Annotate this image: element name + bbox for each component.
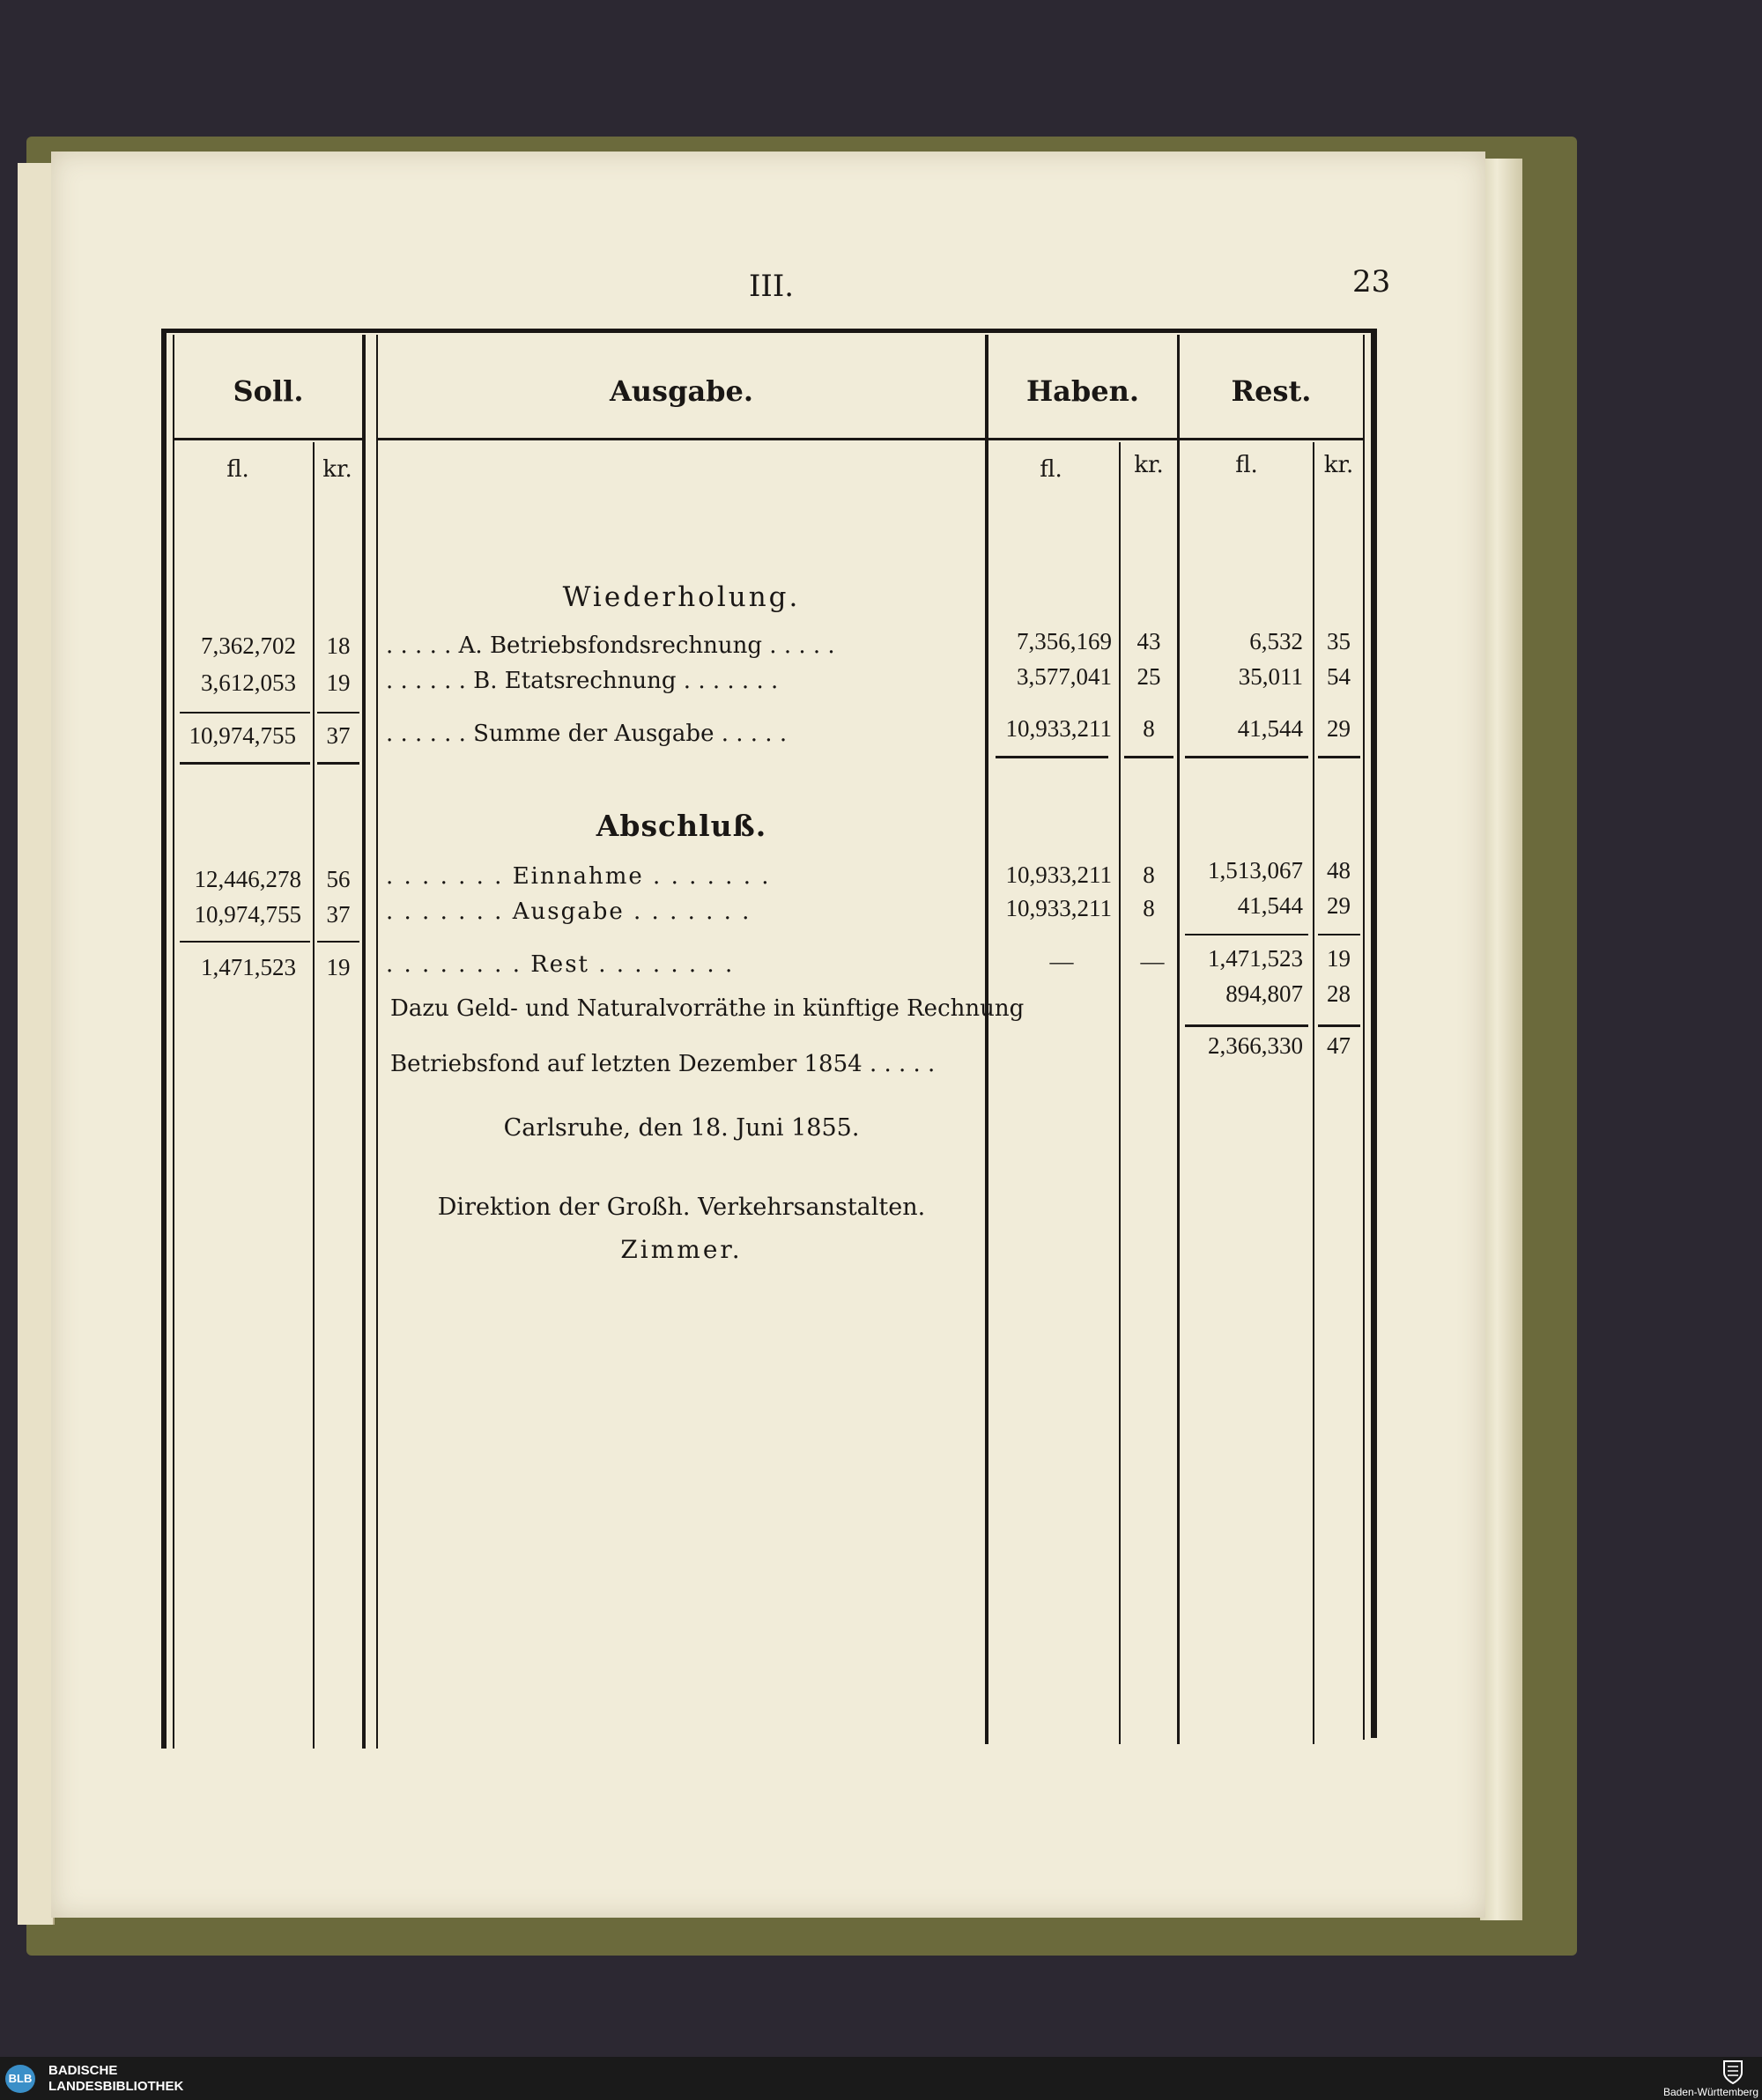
unit-kr-soll: kr. bbox=[322, 456, 352, 483]
rest-fl: 1,513,067 bbox=[1208, 857, 1303, 884]
table-top-rule bbox=[161, 329, 1377, 333]
sum-rule-soll-fl bbox=[180, 712, 310, 714]
soll-kr: 37 bbox=[326, 722, 351, 749]
signatory-name: Zimmer. bbox=[620, 1235, 743, 1264]
total-rule-soll-fl bbox=[180, 762, 310, 765]
row-label: . . . . . . . . Rest . . . . . . . . bbox=[386, 951, 735, 978]
total-rule-soll-kr bbox=[317, 762, 359, 765]
sum-rule-soll-kr bbox=[317, 941, 359, 943]
blb-logo-icon: BLB bbox=[5, 2065, 35, 2093]
rest-kr: 19 bbox=[1327, 945, 1351, 972]
haben-fl: — bbox=[1049, 948, 1074, 974]
library-name-line2: LANDESBIBLIOTHEK bbox=[48, 2079, 184, 2094]
footer-bar bbox=[0, 2057, 1762, 2100]
soll-kr: 18 bbox=[326, 632, 351, 659]
total-rule-rest-kr bbox=[1318, 756, 1360, 758]
row-label: . . . . . . . Einnahme . . . . . . . bbox=[386, 863, 771, 890]
header-haben: Haben. bbox=[1025, 374, 1140, 408]
header-rule-rest bbox=[1180, 438, 1363, 440]
coat-of-arms-icon bbox=[1721, 2059, 1744, 2085]
rest-fl: 1,471,523 bbox=[1208, 945, 1303, 972]
sum-rule-soll-fl bbox=[180, 941, 310, 943]
soll-fl: 12,446,278 bbox=[194, 866, 301, 892]
soll-fl: 10,974,755 bbox=[189, 722, 296, 749]
soll-kr: 19 bbox=[326, 954, 351, 980]
header-ausgabe: Ausgabe. bbox=[609, 374, 754, 408]
header-rule-haben bbox=[988, 438, 1177, 440]
place-date: Carlsruhe, den 18. Juni 1855. bbox=[503, 1114, 860, 1142]
total-rule-rest-kr bbox=[1318, 1024, 1360, 1027]
soll-kr: 19 bbox=[326, 669, 351, 696]
sum-rule-soll-kr bbox=[317, 712, 359, 714]
rest-kr: 48 bbox=[1327, 857, 1351, 884]
haben-fl: 10,933,211 bbox=[1005, 895, 1112, 921]
haben-fl: 10,933,211 bbox=[1005, 861, 1112, 888]
haben-kr: 25 bbox=[1136, 663, 1161, 690]
soll-fl: 10,974,755 bbox=[194, 901, 301, 928]
sum-rule-rest-kr bbox=[1318, 934, 1360, 935]
table-right-border bbox=[1371, 329, 1377, 1738]
header-rule-ausgabe bbox=[378, 438, 985, 440]
library-name-line1: BADISCHE bbox=[48, 2063, 118, 2078]
table-left-inner-border bbox=[173, 335, 174, 1749]
rest-fl: 35,011 bbox=[1238, 663, 1303, 690]
haben-kr: 8 bbox=[1143, 861, 1155, 888]
col-divider-soll-inner bbox=[376, 335, 378, 1749]
row-label: . . . . . A. Betriebsfondsrechnung . . . . . bbox=[386, 632, 835, 659]
row-label: . . . . . . Summe der Ausgabe . . . . . bbox=[386, 721, 788, 747]
header-soll: Soll. bbox=[233, 374, 304, 408]
row-label: . . . . . . B. Etatsrechnung . . . . . . . bbox=[386, 668, 779, 694]
rest-kr: 54 bbox=[1327, 663, 1351, 690]
unit-fl-haben: fl. bbox=[1040, 456, 1062, 483]
facing-page-edge bbox=[18, 163, 55, 1925]
page-number: 23 bbox=[1352, 264, 1391, 299]
col-divider-ausgabe bbox=[985, 335, 988, 1744]
soll-kr: 37 bbox=[326, 901, 351, 928]
row-label: Betriebsfond auf letzten Dezember 1854 . . . . . bbox=[390, 1051, 936, 1077]
section-title-abschluss: Abschluß. bbox=[596, 809, 767, 843]
unit-fl-rest: fl. bbox=[1235, 452, 1258, 478]
header-rest: Rest. bbox=[1231, 374, 1312, 408]
rest-kr: 28 bbox=[1327, 980, 1351, 1007]
total-rule-rest-fl bbox=[1185, 756, 1308, 758]
unit-kr-rest: kr. bbox=[1323, 452, 1354, 478]
total-rule-haben-kr bbox=[1124, 756, 1173, 758]
authority: Direktion der Großh. Verkehrsanstalten. bbox=[437, 1194, 926, 1221]
rest-fl: 894,807 bbox=[1225, 980, 1303, 1007]
haben-fl: 3,577,041 bbox=[1017, 663, 1112, 690]
soll-fl: 1,471,523 bbox=[201, 954, 296, 980]
state-label: Baden-Württemberg bbox=[1662, 2086, 1758, 2098]
section-title-wiederholung: Wiederholung. bbox=[562, 581, 801, 613]
rest-kr: 47 bbox=[1327, 1032, 1351, 1059]
section-number: III. bbox=[749, 269, 795, 304]
haben-kr: 8 bbox=[1143, 715, 1155, 742]
rest-fl: 41,544 bbox=[1237, 892, 1303, 919]
soll-fl: 7,362,702 bbox=[201, 632, 296, 659]
library-name bbox=[48, 2063, 183, 2095]
sum-rule-rest-fl bbox=[1185, 934, 1308, 935]
page-block-edge bbox=[1480, 159, 1522, 1920]
row-label: . . . . . . . Ausgabe . . . . . . . bbox=[386, 898, 751, 925]
soll-fl: 3,612,053 bbox=[201, 669, 296, 696]
haben-kr: — bbox=[1140, 948, 1165, 974]
col-divider-soll bbox=[362, 335, 366, 1749]
table-left-border bbox=[161, 329, 167, 1749]
rest-fl: 2,366,330 bbox=[1208, 1032, 1303, 1059]
table-right-inner-border bbox=[1363, 335, 1365, 1740]
rest-kr: 35 bbox=[1327, 628, 1351, 654]
header-rule-soll bbox=[174, 438, 362, 440]
row-label: Dazu Geld- und Naturalvorräthe in künftige Rechnung bbox=[390, 995, 1025, 1022]
unit-kr-haben: kr. bbox=[1134, 452, 1164, 478]
soll-kr: 56 bbox=[326, 866, 351, 892]
haben-kr: 43 bbox=[1136, 628, 1161, 654]
rest-fl: 6,532 bbox=[1249, 628, 1303, 654]
unit-fl-soll: fl. bbox=[226, 456, 249, 483]
haben-fl: 7,356,169 bbox=[1017, 628, 1112, 654]
haben-fl: 10,933,211 bbox=[1005, 715, 1112, 742]
total-rule-rest-fl bbox=[1185, 1024, 1308, 1027]
rest-kr: 29 bbox=[1327, 892, 1351, 919]
rest-kr: 29 bbox=[1327, 715, 1351, 742]
rest-fl: 41,544 bbox=[1237, 715, 1303, 742]
total-rule-haben-fl bbox=[996, 756, 1108, 758]
haben-kr: 8 bbox=[1143, 895, 1155, 921]
